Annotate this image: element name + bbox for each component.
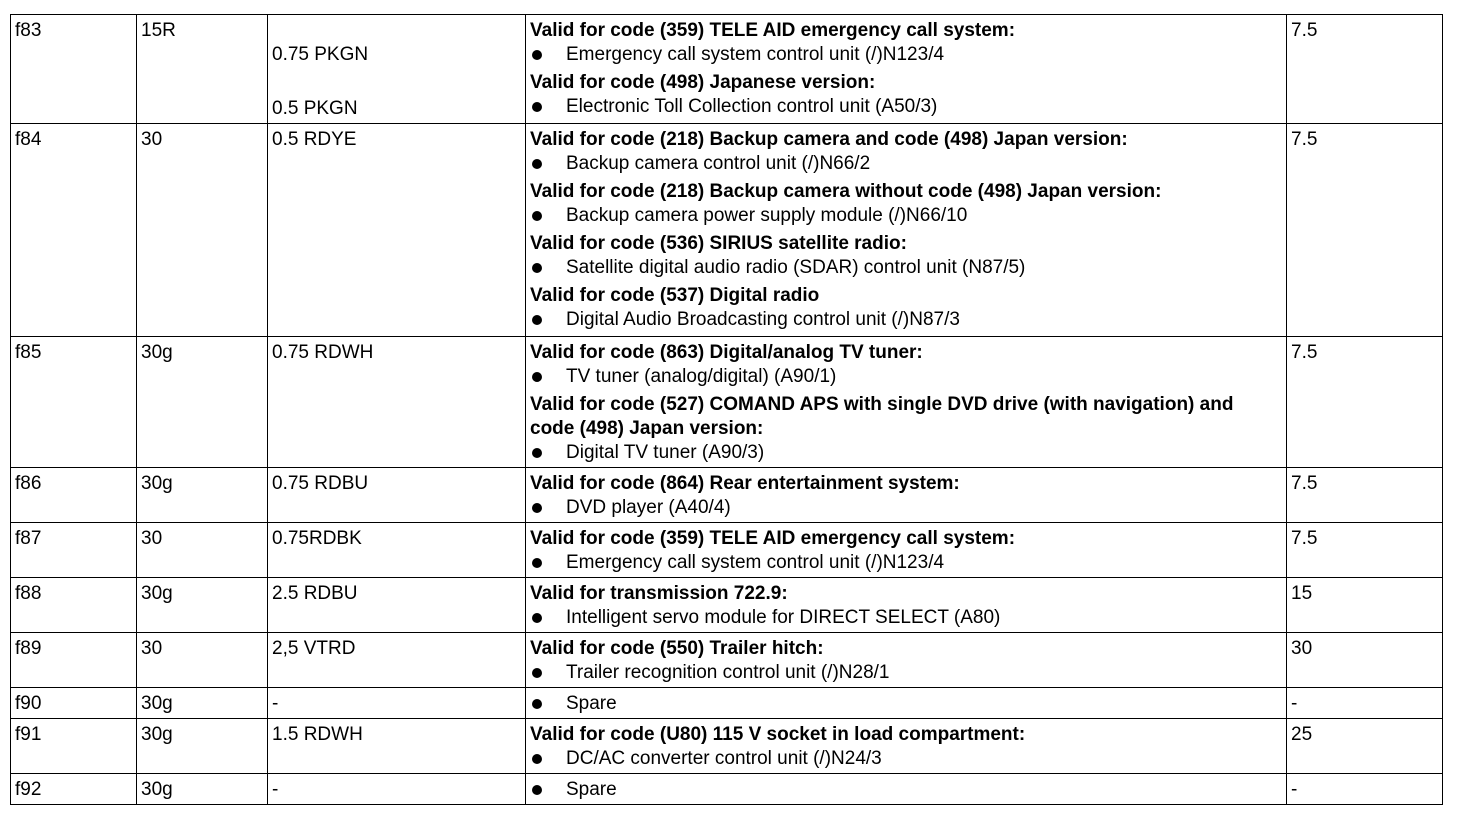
fuse-row-f89 <box>11 633 1443 688</box>
component-label: Digital Audio Broadcasting control unit (/)N87/3 <box>566 309 960 330</box>
terminal-cell: 30g <box>137 578 268 633</box>
validity-header: Valid for code (218) Backup camera without code (498) Japan version: <box>530 181 1162 202</box>
function-cell <box>526 719 1287 774</box>
fuse-row-f84 <box>11 124 1443 337</box>
amperage-cell: - <box>1287 688 1443 719</box>
wire-cell <box>268 124 526 337</box>
terminal-cell: 30g <box>137 468 268 523</box>
component-item <box>530 308 1281 332</box>
fuse-row-f90 <box>11 688 1443 719</box>
component-label: TV tuner (analog/digital) (A90/1) <box>566 366 837 387</box>
wire-spec: 0.75 PKGN <box>272 44 369 65</box>
function-cell <box>526 15 1287 124</box>
component-label: Backup camera control unit (/)N66/2 <box>566 153 871 174</box>
wire-cell <box>268 633 526 688</box>
wire-cell <box>268 15 526 124</box>
validity-header: Valid for code (537) Digital radio <box>530 285 820 306</box>
fuse-row-f88 <box>11 578 1443 633</box>
wire-cell <box>268 523 526 578</box>
fuse-row-f87 <box>11 523 1443 578</box>
terminal-cell: 30 <box>137 523 268 578</box>
validity-group <box>530 778 1281 802</box>
validity-group <box>530 527 1281 575</box>
wire-spec: 2,5 VTRD <box>272 638 356 659</box>
fuse-row-f85 <box>11 337 1443 468</box>
function-cell <box>526 124 1287 337</box>
validity-header: Valid for code (218) Backup camera and code (498) Japan version: <box>530 129 1128 150</box>
component-item <box>530 692 1281 716</box>
function-cell <box>526 774 1287 805</box>
fuse-number-cell: f85 <box>11 337 137 468</box>
validity-group <box>530 19 1281 67</box>
bullet-icon <box>532 315 542 325</box>
bullet-icon <box>532 372 542 382</box>
fuse-row-f91 <box>11 719 1443 774</box>
function-cell <box>526 337 1287 468</box>
component-item <box>530 606 1281 630</box>
component-item <box>530 496 1281 520</box>
fuse-row-f92 <box>11 774 1443 805</box>
wire-cell <box>268 468 526 523</box>
component-label: Backup camera power supply module (/)N66/10 <box>566 205 968 226</box>
validity-group <box>530 637 1281 685</box>
component-item <box>530 365 1281 389</box>
validity-header: Valid for code (359) TELE AID emergency call system: <box>530 528 1016 549</box>
amperage-cell: 15 <box>1287 578 1443 633</box>
wire-cell <box>268 578 526 633</box>
amperage-cell: - <box>1287 774 1443 805</box>
bullet-icon <box>532 159 542 169</box>
validity-group <box>530 723 1281 771</box>
bullet-icon <box>532 785 542 795</box>
component-label: Satellite digital audio radio (SDAR) control unit (N87/5) <box>566 257 1026 278</box>
fuse-number-cell: f92 <box>11 774 137 805</box>
validity-header: Valid for transmission 722.9: <box>530 583 788 604</box>
bullet-icon <box>532 613 542 623</box>
component-label: Intelligent servo module for DIRECT SELECT (A80) <box>566 607 1001 628</box>
bullet-icon <box>532 263 542 273</box>
component-label: DVD player (A40/4) <box>566 497 731 518</box>
function-cell <box>526 633 1287 688</box>
amperage-cell: 7.5 <box>1287 337 1443 468</box>
wire-spec: 2.5 RDBU <box>272 583 358 604</box>
validity-header: Valid for code (498) Japanese version: <box>530 72 876 93</box>
fuse-number-cell: f90 <box>11 688 137 719</box>
fuse-row-f83 <box>11 15 1443 124</box>
wire-spec: 0.5 PKGN <box>272 98 358 119</box>
terminal-cell: 30 <box>137 124 268 337</box>
component-item <box>530 661 1281 685</box>
validity-group <box>530 232 1281 280</box>
bullet-icon <box>532 211 542 221</box>
wire-spec: - <box>272 779 279 800</box>
bullet-icon <box>532 558 542 568</box>
terminal-cell: 30g <box>137 774 268 805</box>
bullet-icon <box>532 448 542 458</box>
fuse-table <box>10 14 1443 805</box>
wire-cell <box>268 337 526 468</box>
component-item <box>530 95 1281 119</box>
terminal-cell: 30g <box>137 688 268 719</box>
function-cell <box>526 523 1287 578</box>
function-cell <box>526 688 1287 719</box>
wire-spec: 0.5 RDYE <box>272 129 357 150</box>
validity-header: Valid for code (550) Trailer hitch: <box>530 638 824 659</box>
validity-header: Valid for code (359) TELE AID emergency call system: <box>530 20 1016 41</box>
validity-group <box>530 692 1281 716</box>
validity-header: Valid for code (536) SIRIUS satellite radio: <box>530 233 907 254</box>
wire-cell <box>268 774 526 805</box>
component-label: Electronic Toll Collection control unit (A50/3) <box>566 96 938 117</box>
bullet-icon <box>532 503 542 513</box>
wire-spec: 0.75 RDBU <box>272 473 369 494</box>
wire-cell <box>268 688 526 719</box>
fuse-number-cell: f91 <box>11 719 137 774</box>
amperage-cell: 7.5 <box>1287 15 1443 124</box>
wire-spec: 0.75RDBK <box>272 528 362 549</box>
component-label: DC/AC converter control unit (/)N24/3 <box>566 748 882 769</box>
fuse-number-cell: f86 <box>11 468 137 523</box>
validity-group <box>530 284 1281 332</box>
component-label: Spare <box>566 693 617 714</box>
amperage-cell: 7.5 <box>1287 124 1443 337</box>
component-item <box>530 152 1281 176</box>
validity-group <box>530 472 1281 520</box>
amperage-cell: 30 <box>1287 633 1443 688</box>
amperage-cell: 25 <box>1287 719 1443 774</box>
bullet-icon <box>532 668 542 678</box>
amperage-cell: 7.5 <box>1287 468 1443 523</box>
validity-group <box>530 128 1281 176</box>
bullet-icon <box>532 50 542 60</box>
wire-cell <box>268 719 526 774</box>
amperage-cell: 7.5 <box>1287 523 1443 578</box>
wire-spec: - <box>272 693 279 714</box>
function-cell <box>526 468 1287 523</box>
validity-group <box>530 341 1281 389</box>
validity-group <box>530 180 1281 228</box>
validity-header: Valid for code (527) COMAND APS with single DVD drive (with navigation) and code (498) Japan version: <box>530 394 1234 439</box>
component-label: Spare <box>566 779 617 800</box>
validity-group <box>530 71 1281 119</box>
validity-header: Valid for code (U80) 115 V socket in load compartment: <box>530 724 1026 745</box>
terminal-cell: 30g <box>137 719 268 774</box>
validity-header: Valid for code (863) Digital/analog TV tuner: <box>530 342 923 363</box>
component-label: Emergency call system control unit (/)N123/4 <box>566 552 945 573</box>
component-item <box>530 43 1281 67</box>
validity-group <box>530 393 1281 465</box>
fuse-number-cell: f89 <box>11 633 137 688</box>
terminal-cell: 30 <box>137 633 268 688</box>
bullet-icon <box>532 754 542 764</box>
component-label: Trailer recognition control unit (/)N28/1 <box>566 662 890 683</box>
fuse-number-cell: f87 <box>11 523 137 578</box>
terminal-cell: 15R <box>137 15 268 124</box>
component-label: Digital TV tuner (A90/3) <box>566 442 765 463</box>
fuse-number-cell: f84 <box>11 124 137 337</box>
component-item <box>530 256 1281 280</box>
bullet-icon <box>532 699 542 709</box>
fuse-row-f86 <box>11 468 1443 523</box>
component-label: Emergency call system control unit (/)N123/4 <box>566 44 945 65</box>
wire-spec: 1.5 RDWH <box>272 724 363 745</box>
function-cell <box>526 578 1287 633</box>
fuse-table-body <box>11 15 1443 805</box>
terminal-cell: 30g <box>137 337 268 468</box>
fuse-number-cell: f83 <box>11 15 137 124</box>
bullet-icon <box>532 102 542 112</box>
wire-spec: 0.75 RDWH <box>272 342 374 363</box>
validity-header: Valid for code (864) Rear entertainment system: <box>530 473 960 494</box>
fuse-number-cell: f88 <box>11 578 137 633</box>
component-item <box>530 551 1281 575</box>
component-item <box>530 778 1281 802</box>
validity-group <box>530 582 1281 630</box>
component-item <box>530 747 1281 771</box>
component-item <box>530 204 1281 228</box>
component-item <box>530 441 1281 465</box>
